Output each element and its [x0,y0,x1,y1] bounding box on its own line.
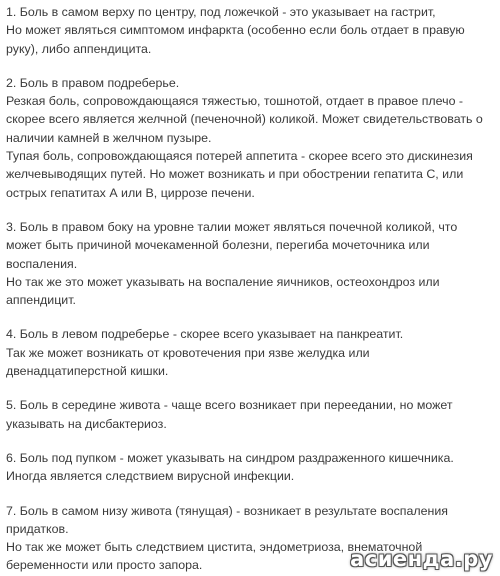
text-line: желчевыводящих путей. Но может возникать и при обострении гепатита С, или [6,167,464,182]
text-line: Но может являться симптомом инфаркта (особенно если боль отдает в правую [6,23,465,38]
text-line: воспаления. [6,256,78,271]
text-line: скорее всего является желчной (печеночной) коликой. Может свидетельствовать о [6,112,483,127]
text-line: Так же может возникать от кровотечения при язве желудка или [6,345,370,360]
text-line: придатков. [6,521,69,536]
text-line: указывать на дисбактериоз. [6,416,167,431]
text-line: Но так же может быть следствием цистита, эндометриоза, внематочной [6,540,423,555]
text-line: 3. Боль в правом боку на уровне талии может являться почечной коликой, что [6,219,458,234]
text-line: 5. Боль в середине живота - чаще всего возникает при переедании, но может [6,398,453,413]
text-line: беременности или просто запора. [6,558,203,573]
text-line: наличии камней в желчном пузыре. [6,130,212,145]
text-line: аппендицит. [6,293,76,308]
text-line: 4. Боль в левом подреберье - скорее всего указывает на панкреатит. [6,327,404,342]
text-line: Резкая боль, сопровождающаяся тяжестью, тошнотой, отдает в правое плечо - [6,94,464,109]
text-line: 2. Боль в правом подреберье. [6,75,180,90]
text-line: острых гепатитах А или В, циррозе печени. [6,185,255,200]
paragraph-4 [6,325,500,380]
site-watermark: асиенда.ру [350,547,493,571]
paragraph-6 [6,449,500,486]
text-line: 7. Боль в самом низу живота (тянущая) - возникает в результате воспаления [6,503,448,518]
paragraph-3 [6,218,500,309]
text-line: 6. Боль под пупком - может указывать на синдром раздраженного кишечника. [6,450,454,465]
text-line: 1. Боль в самом верху по центру, под ложечкой - это указывает на гастрит, [6,5,436,19]
text-line: Но так же это может указывать на воспаление яичников, остеохондроз или [6,274,440,289]
paragraph-2 [6,74,500,202]
text-line: Тупая боль, сопровождающаяся потерей аппетита - скорее всего это дискинезия [6,149,473,164]
text-line: может быть причиной мочекаменной болезни, перегиба мочеточника или [6,238,430,253]
text-line: руку), либо аппендицита. [6,41,152,56]
paragraph-1 [6,3,500,58]
paragraph-5 [6,396,500,433]
text-line: двенадцатиперстной кишки. [6,364,169,379]
text-line: Иногда является следствием вирусной инфекции. [6,469,295,484]
